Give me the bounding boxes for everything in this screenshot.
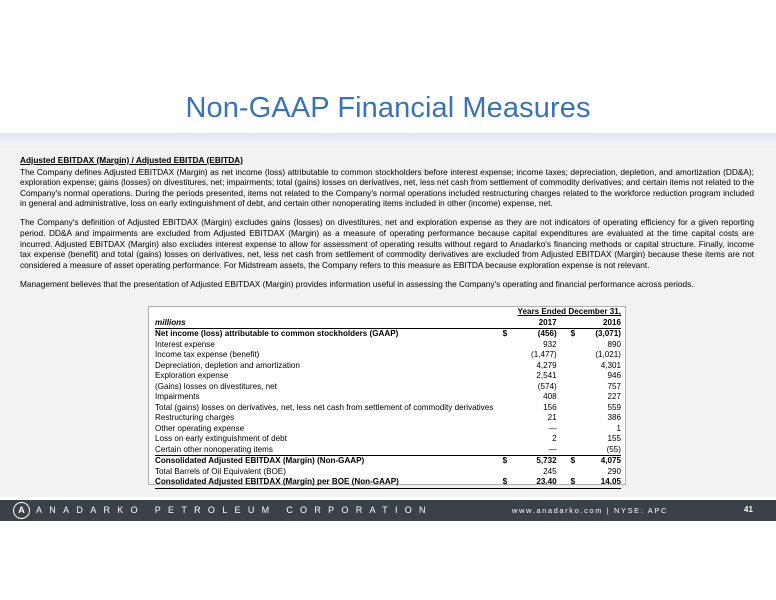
column-header-2017: 2017	[538, 317, 557, 327]
table-row	[155, 361, 621, 372]
dollar-sign-2016: $	[559, 456, 584, 467]
table-row	[155, 445, 621, 456]
row-label: Certain other nonoperating items	[155, 444, 273, 454]
value-2017: —	[548, 444, 557, 454]
value-2017: 156	[543, 402, 557, 412]
dollar-sign-2016: $	[559, 477, 584, 488]
value-2016: 757	[607, 381, 621, 391]
row-label: Loss on early extinguishment of debt	[155, 434, 287, 443]
page-title: Non-GAAP Financial Measures	[185, 92, 591, 124]
value-2016: (3,071)	[584, 329, 621, 340]
value-2016: (1,021)	[595, 350, 621, 359]
row-label: Depreciation, depletion and amortization	[155, 360, 300, 370]
value-2017: (456)	[516, 329, 559, 340]
table-body	[155, 329, 621, 489]
dollar-sign-2017	[503, 371, 516, 382]
value-2016: 4,301	[600, 360, 621, 370]
value-2017: 2	[552, 434, 557, 443]
value-2016: 227	[607, 392, 621, 401]
intro-text	[20, 155, 754, 298]
table-row	[155, 382, 621, 393]
value-2017: 23.40	[516, 477, 559, 488]
table-row	[155, 340, 621, 351]
table-row	[155, 329, 621, 340]
row-label: Consolidated Adjusted EBITDAX (Margin) per BOE (Non-GAAP)	[155, 477, 503, 488]
table-row	[155, 477, 621, 488]
table-row	[155, 456, 621, 467]
paragraph-definition: The Company defines Adjusted EBITDAX (Margin) as net income (loss) attributable to common stockholders before interest expense; income taxes; depreciation, depletion, and amortization (DD&A); exploration expense; gains (losses) on divestitures, net; impairments; total (gains) losses on derivatives, net, less net cash from settlement of commodity derivatives; and certain items not related to the Company's normal operations. During the periods presented, items not related to the Company's normal operations included restructuring charges related to the workforce reduction program included in general and administrative, loss on early extinguishment of debt, and certain other nonoperating items included in other (income) expense, net.	[20, 166, 754, 209]
dollar-sign-2017	[503, 445, 516, 456]
dollar-sign-2017: $	[503, 329, 516, 340]
table-row	[155, 413, 621, 424]
dollar-sign-2016	[559, 424, 584, 435]
value-2017: 4,279	[536, 360, 557, 370]
dollar-sign-2016	[559, 350, 584, 361]
row-label: Net income (loss) attributable to common stockholders (GAAP)	[155, 329, 503, 340]
dollar-sign-2016	[559, 340, 584, 351]
dollar-sign-2017	[503, 392, 516, 403]
value-2017: 21	[547, 413, 557, 422]
website-ticker: www.anadarko.com | NYSE: APC	[512, 506, 668, 515]
row-label: Interest expense	[155, 339, 215, 349]
value-2016: 946	[607, 371, 621, 380]
dollar-sign-2016	[559, 382, 584, 393]
table-period-header-row	[155, 307, 621, 318]
dollar-sign-2017	[503, 434, 516, 445]
dollar-sign-2016	[559, 413, 584, 424]
section-heading: Adjusted EBITDAX (Margin) / Adjusted EBITDA (EBITDA)	[20, 155, 243, 165]
dollar-sign-2017	[503, 350, 516, 361]
reconciliation-table	[155, 307, 621, 489]
paragraph-management: Management believes that the presentation of Adjusted EBITDAX (Margin) provides information useful in assessing the Company's operating and financial performance across periods.	[20, 278, 694, 289]
value-2016: 4,075	[584, 456, 621, 467]
table-row	[155, 424, 621, 435]
value-2016: 155	[607, 434, 621, 443]
value-2017: 932	[543, 339, 557, 349]
paragraph-exclusions: The Company's definition of Adjusted EBITDAX (Margin) excludes gains (losses) on divestitures, net and exploration expense as they are not indicators of operating efficiency for a given reporting period. DD&A and impairments are excluded from Adjusted EBITDAX (Margin) as a measure of operating performance because capital expenditures are evaluated at the time capital costs are incurred. Adjusted EBITDAX (Margin) also excludes interest expense to allow for assessment of operating results without regard to Anadarko's financing methods or capital structure. Finally, income tax expense (benefit) and total (gains) losses on derivatives, net, less net cash from settlement of commodity derivatives are excluded from Adjusted EBITDAX (Margin) because these items are not considered a measure of asset operating performance. For Midstream assets, the Company refers to this measure as EBITDA because exploration expense is not relevant.	[20, 217, 754, 270]
table-row	[155, 403, 621, 414]
page-number: 41	[744, 505, 753, 514]
dollar-sign-2017	[503, 361, 516, 372]
row-label: Total Barrels of Oil Equivalent (BOE)	[155, 466, 286, 476]
row-label: Other operating expense	[155, 423, 245, 433]
dollar-sign-2016	[559, 445, 584, 456]
table-row	[155, 371, 621, 382]
value-2016: 890	[607, 339, 621, 349]
dollar-sign-2016	[559, 361, 584, 372]
period-header: Years Ended December 31,	[517, 307, 621, 316]
value-2016: 1	[616, 423, 621, 433]
row-label: Consolidated Adjusted EBITDAX (Margin) (Non-GAAP)	[155, 456, 503, 467]
value-2017: —	[548, 423, 557, 433]
row-label: Total (gains) losses on derivatives, net, less net cash from settlement of commodity derivatives	[155, 402, 494, 412]
dollar-sign-2017	[503, 467, 516, 478]
value-2017: 2,541	[536, 371, 557, 380]
dollar-sign-2016	[559, 434, 584, 445]
dollar-sign-2016	[559, 392, 584, 403]
table-column-header-row	[155, 318, 621, 329]
table-row	[155, 392, 621, 403]
dollar-sign-2016	[559, 371, 584, 382]
row-label: Income tax expense (benefit)	[155, 350, 260, 359]
dollar-sign-2017	[503, 382, 516, 393]
table-row	[155, 350, 621, 361]
value-2017: (1,477)	[531, 350, 557, 359]
value-2016: 559	[607, 402, 621, 412]
row-label: Impairments	[155, 392, 200, 401]
reconciliation-table-box	[148, 306, 626, 485]
dollar-sign-2017	[503, 403, 516, 414]
footer-bar	[0, 500, 776, 521]
company-logo: A	[13, 502, 30, 519]
column-header-2016: 2016	[602, 317, 621, 327]
dollar-sign-2017: $	[503, 477, 516, 488]
table-row	[155, 434, 621, 445]
dollar-sign-2017	[503, 413, 516, 424]
dollar-sign-2017	[503, 424, 516, 435]
row-label: (Gains) losses on divestitures, net	[155, 381, 277, 391]
header-band	[0, 133, 776, 145]
value-2016: 386	[607, 413, 621, 422]
value-2017: 5,732	[516, 456, 559, 467]
value-2017: 245	[543, 466, 557, 476]
units-label: millions	[155, 317, 186, 327]
dollar-sign-2016	[559, 467, 584, 478]
dollar-sign-2017: $	[503, 456, 516, 467]
row-label: Restructuring charges	[155, 413, 235, 422]
table-row	[155, 467, 621, 478]
value-2017: (574)	[537, 381, 557, 391]
dollar-sign-2016: $	[559, 329, 584, 340]
row-label: Exploration expense	[155, 371, 229, 380]
value-2016: (55)	[606, 444, 621, 454]
value-2017: 408	[543, 392, 557, 401]
dollar-sign-2017	[503, 340, 516, 351]
value-2016: 290	[607, 466, 621, 476]
dollar-sign-2016	[559, 403, 584, 414]
company-name: ANADARKO PETROLEUM CORPORATION	[36, 505, 433, 515]
value-2016: 14.05	[584, 477, 621, 488]
